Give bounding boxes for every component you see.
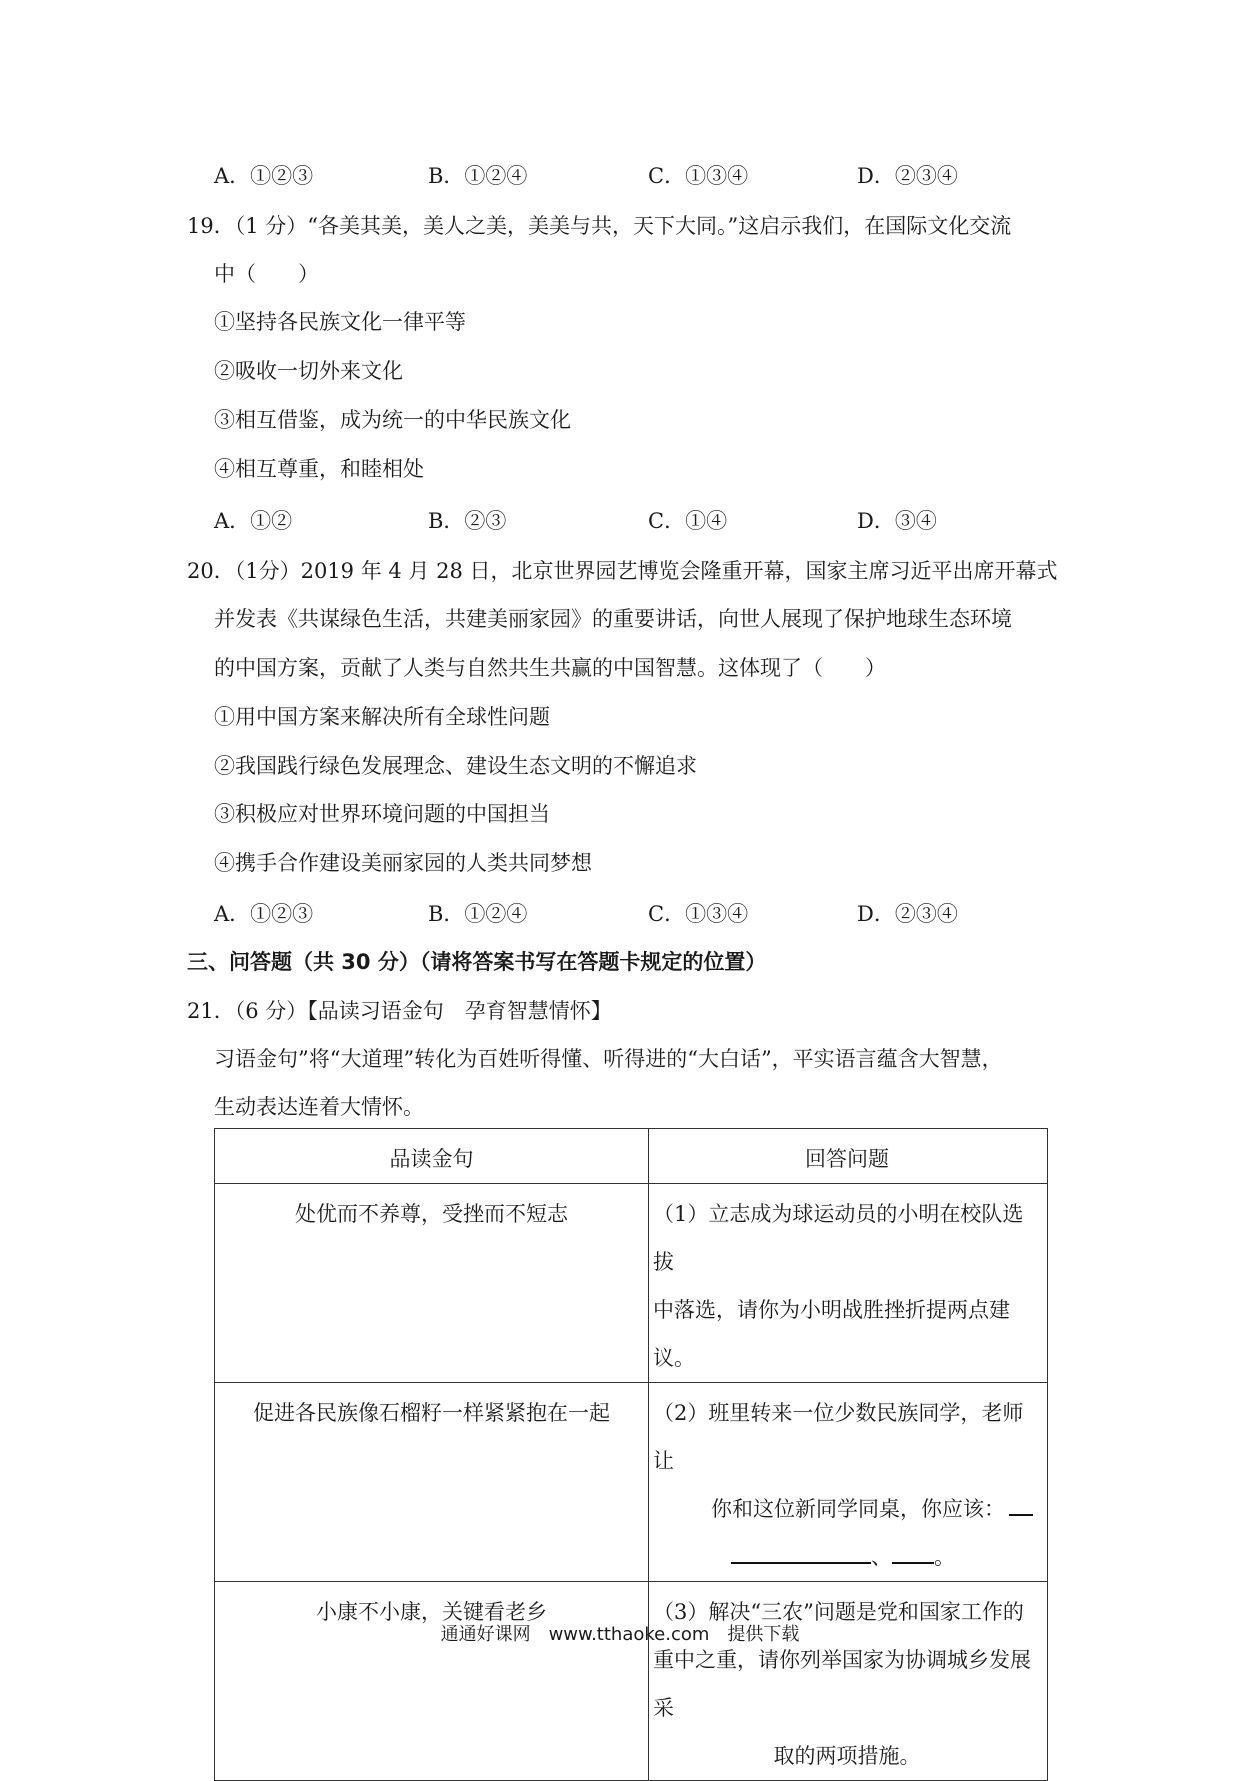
q19-option-b: B．②③ [428,509,507,533]
answer-line: （1）立志成为球运动员的小明在校队选拔 [653,1202,1024,1274]
q20-stem-line1: 20．（1分）2019 年 4 月 28 日，北京世界园艺博览会隆重开幕，国家主席习近平出席开幕式 [187,559,1058,583]
q20-option-a: A．①②③ [214,902,314,926]
answer-line: 取的两项措施。 [773,1744,921,1768]
quote-text: 促进各民族像石榴籽一样紧紧抱在一起 [253,1401,610,1425]
table-row [215,1582,1048,1781]
answer-line: （3）解决“三农”问题是党和国家工作的 [653,1600,1024,1624]
q19-option-d: D．③④ [857,509,937,533]
answer-cell [649,1383,1048,1582]
q21-table [214,1128,1048,1781]
q18-option-c: C．①③④ [648,164,749,188]
q20-option-c: C．①③④ [648,902,749,926]
answer-separator: 、 [871,1545,892,1569]
quote-text: 小康不小康，关键看老乡 [316,1600,547,1624]
q20-item-2: ②我国践行绿色发展理念、建设生态文明的不懈追求 [214,754,697,778]
table-row [215,1184,1048,1383]
q20-item-1: ①用中国方案来解决所有全球性问题 [214,705,550,729]
section-3-heading: 三、问答题（共 30 分）（请将答案书写在答题卡规定的位置） [187,950,767,974]
answer-line-text: 你和这位新同学同桌，你应该： [711,1497,1005,1521]
q18-option-d: D．②③④ [857,164,958,188]
q19-item-2: ②吸收一切外来文化 [214,359,403,383]
q19-stem-line1: 19．（1 分）“各美其美，美人之美，美美与共，天下大同。”这启示我们，在国际文化交流 [187,214,1012,238]
q21-intro-line2: 生动表达连着大情怀。 [214,1095,424,1119]
table-row [215,1383,1048,1582]
answer-line [653,1485,1041,1533]
q19-option-a: A．①② [214,509,293,533]
quote-text: 处优而不养尊，受挫而不短志 [295,1202,568,1226]
quote-cell [215,1582,649,1781]
answer-blank[interactable] [892,1542,934,1564]
q21-stem: 21．（6 分）【品读习语金句 孕育智慧情怀】 [187,999,612,1023]
q18-option-a: A．①②③ [214,164,314,188]
quote-cell [215,1383,649,1582]
q19-option-c: C．①④ [648,509,728,533]
table-head-quote: 品读金句 [215,1129,649,1184]
answer-cell [649,1184,1048,1383]
q20-option-b: B．①②④ [428,902,528,926]
table-header-row [215,1129,1048,1184]
q20-item-4: ④携手合作建设美丽家园的人类共同梦想 [214,851,592,875]
q20-option-d: D．②③④ [857,902,958,926]
answer-line: 重中之重，请你列举国家为协调城乡发展采 [653,1648,1031,1720]
q19-item-3: ③相互借鉴，成为统一的中华民族文化 [214,408,571,432]
answer-cell [649,1582,1048,1781]
table-head-answer: 回答问题 [649,1129,1048,1184]
q19-item-1: ①坚持各民族文化一律平等 [214,310,466,334]
q20-stem-line2: 并发表《共谋绿色生活，共建美丽家园》的重要讲话，向世人展现了保护地球生态环境 [214,607,1012,631]
q20-stem-line3: 的中国方案，贡献了人类与自然共生共赢的中国智慧。这体现了（ ） [214,656,886,680]
q21-intro-line1: 习语金句”将“大道理”转化为百姓听得懂、听得进的“大白话”，平实语言蕴含大智慧， [214,1047,1003,1071]
quote-cell [215,1184,649,1383]
answer-line: （2）班里转来一位少数民族同学，老师让 [653,1401,1024,1473]
q20-item-3: ③积极应对世界环境问题的中国担当 [214,802,550,826]
answer-line [653,1533,1041,1581]
answer-blank[interactable] [1009,1494,1033,1516]
answer-end: 。 [934,1545,955,1569]
answer-line: 中落选，请你为小明战胜挫折提两点建议。 [653,1298,1010,1370]
q19-item-4: ④相互尊重，和睦相处 [214,457,424,481]
page-footer: 通通好课网 www.tthaoke.com 提供下载 [440,1624,800,1645]
q19-stem-line2: 中（ ） [214,262,319,286]
q18-option-b: B．①②④ [428,164,528,188]
answer-blank[interactable] [731,1542,871,1564]
